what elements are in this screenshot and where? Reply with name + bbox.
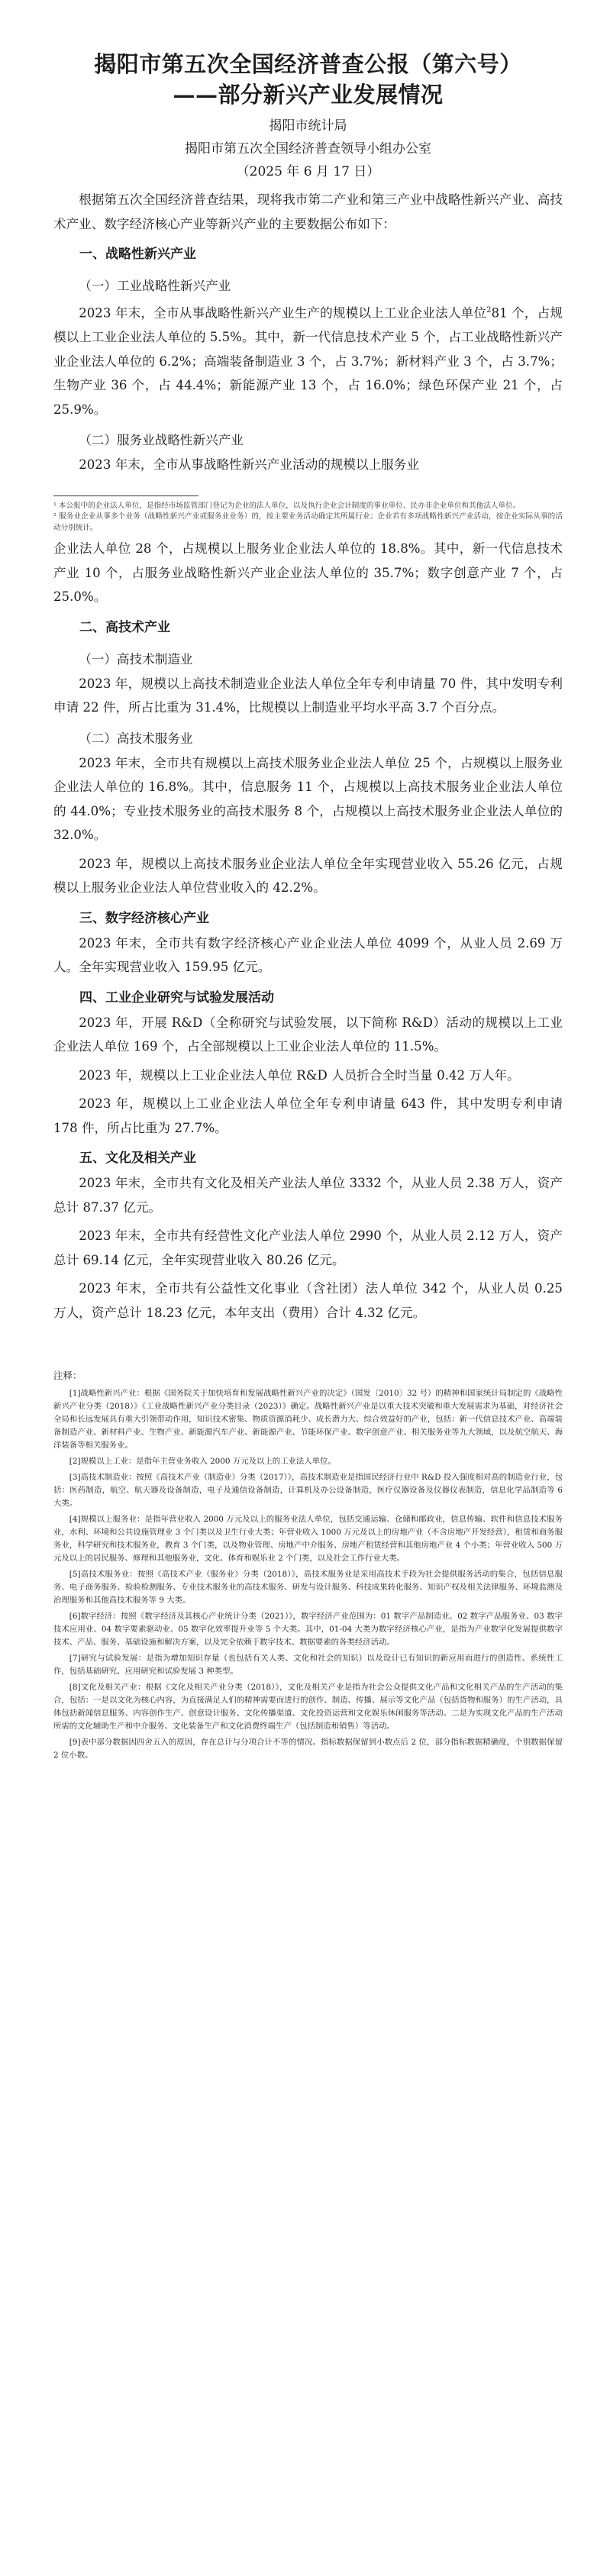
paragraph-service-strategic-part2: 企业法人单位 28 个，占规模以上服务业企业法人单位的 18.8%。其中，新一代信息技术产业 10 个，占服务业战略性新兴产业企业法人单位的 35.7%；数字创意产业 7 个，占 25.0%。	[53, 541, 563, 605]
note-item: [7]研究与试验发展：是指为增加知识存量（也包括有关人类、文化和社会的知识）以及设计已有知识的新应用而进行的创造性、系统性工作，包括基础研究、应用研究和试验发展 3 种类型。	[53, 1654, 563, 1677]
footnote-1: ¹ 本公报中的企业法人单位，是指经市场监管部门登记为企业的法人单位，以及执行企业会计制度的事业单位、民办非企业单位和其他法人单位。	[53, 501, 521, 510]
notes-heading: 注释：	[53, 1370, 82, 1382]
intro-paragraph: 根据第五次全国经济普查结果，现将我市第二产业和第三产业中战略性新兴产业、高技术产业、数字经济核心产业等新兴产业的主要数据公布如下：	[53, 192, 563, 231]
paragraph-digital-economy: 2023 年末，全市共有数字经济核心产业企业法人单位 4099 个，从业人员 2.69 万人。全年实现营业收入 159.95 亿元。	[53, 935, 563, 975]
paragraph-culture-commercial: 2023 年末，全市共有经营性文化产业法人单位 2990 个，从业人员 2.12 万人，资产总计 69.14 亿元，全年实现营业收入 80.26 亿元。	[53, 1228, 563, 1267]
paragraph-industrial-strategic: 2023 年末，全市从事战略性新兴产业生产的规模以上工业企业法人单位$^2$81 个，占规模以上工业企业法人单位的 5.5%。其中，新一代信息技术产业 5 个，占工业战略性新兴产业企业法人单位的 6.2%；高端装备制造业 3 个，占 3.7%；新材料产业 3 个，占 3.7%；生物产业 36 个，占 44.4%；新能源产业 13 个，占 16.0%；绿色环保产业 21 个，占 25.9%。	[53, 305, 563, 417]
paragraph-hightech-services-units: 2023 年末，全市共有规模以上高技术服务业企业法人单位 25 个，占规模以上服务业企业法人单位的 16.8%。其中，信息服务 11 个，占规模以上高技术服务业企业法人单位的 44.0%；专业技术服务业的高技术服务 8 个，占规模以上高技术服务业企业法人单位的 32.0%。	[53, 755, 563, 843]
note-item: [8]文化及相关产业：根据《文化及相关产业分类（2018）》，文化及相关产业是指为社会公众提供文化产品和文化相关产品的生产活动的集合，包括：一是以文化为核心内容，为直接满足人们的精神需要而进行的创作、制造、传播、展示等文化产品（包括货物和服务）的生产活动，具体包括新闻信息服务、内容创作生产、创意设计服务、文化传播渠道、文化投资运营和文化娱乐休闲服务等活动。二是为实现文化产品的生产活动所需的文化辅助生产和中介服务、文化装备生产和文化消费终端生产（包括制造和销售）等活动。	[53, 1683, 563, 1732]
issuer-statistics-bureau: 揭阳市统计局	[269, 118, 347, 134]
note-item: [5]高技术服务业：按照《高技术产业（服务业）分类（2018）》，高技术服务业是采用高技术手段为社会提供服务活动的集合，包括信息服务、电子商务服务、检验检测服务、专业技术服务业的高技术服务、研发与设计服务、科技成果转化服务、知识产权及相关法律服务、环境监测及治理服务和其他高技术服务等 9 大类。	[53, 1570, 563, 1606]
subheading-industrial-strategic: （一）工业战略性新兴产业	[79, 279, 231, 293]
subheading-service-strategic: （二）服务业战略性新兴产业	[79, 433, 244, 448]
section-heading-strategic: 一、战略性新兴产业	[79, 247, 196, 262]
bulletin-title: 揭阳市第五次全国经济普查公报（第六号）	[94, 51, 522, 77]
paragraph-hightech-manufacturing: 2023 年，规模以上高技术制造业企业法人单位全年专利申请量 70 件，其中发明专利申请 22 件，所占比重为 31.4%，比规模以上制造业平均水平高 3.7 个百分点。	[53, 676, 563, 715]
section-heading-digital-economy: 三、数字经济核心产业	[79, 910, 209, 926]
paragraph-rd-units: 2023 年，开展 R&D（全称研究与试验发展，以下简称 R&D）活动的规模以上工业企业法人单位 169 个，占全部规模以上工业企业法人单位的 11.5%。	[53, 1015, 563, 1054]
publish-date: （2025 年 6 月 17 日）	[236, 164, 380, 179]
note-item: [3]高技术制造业：按照《高技术产业（制造业）分类（2017）》，高技术制造业是指国民经济行业中 R&D 投入强度相对高的制造业行业，包括：医药制造，航空、航天器及设备制造，电子及通信设备制造，计算机及办公设备制造，医疗仪器设备及仪器仪表制造，信息化学品制造等 6 大类。	[53, 1473, 563, 1509]
paragraph-culture-total: 2023 年末，全市共有文化及相关产业法人单位 3332 个，从业人员 2.38 万人，资产总计 87.37 亿元。	[53, 1176, 563, 1215]
bulletin-subtitle: ——部分新兴产业发展情况	[173, 82, 444, 108]
note-item: [9]表中部分数据因四舍五入的原因，存在总计与分项合计不等的情况。指标数据保留到小数点后 2 位，部分指标数据精确度，个别数据保留 2 位小数。	[53, 1738, 563, 1761]
section-heading-rd: 四、工业企业研究与试验发展活动	[79, 989, 274, 1006]
subheading-hightech-manufacturing: （一）高技术制造业	[79, 651, 193, 667]
issuer-census-office: 揭阳市第五次全国经济普查领导小组办公室	[185, 141, 431, 157]
section-heading-hightech: 二、高技术产业	[79, 619, 170, 635]
footnote-2: ² 服务业企业从事多个业务（战略性新兴产业或服务业业务）的，按主要业务活动确定其所属行业；企业若有多项战略性新兴产业活动，按企业实际从事的活动分别统计。	[53, 512, 563, 532]
subheading-hightech-services: （二）高技术服务业	[79, 731, 193, 746]
paragraph-rd-personnel: 2023 年，规模以上工业企业法人单位 R&D 人员折合全时当量 0.42 万人年。	[79, 1067, 520, 1083]
note-item: [1]战略性新兴产业：根据《国务院关于加快培育和发展战略性新兴产业的决定》（国发〔2010〕32 号）的精神和国家统计局制定的《战略性新兴产业分类（2018）》《工业战略性新兴产业分类目录（2023）》确定。战略性新兴产业是以重大技术突破和重大发展需求为基础，对经济社会全局和长远发展具有重大引领带动作用，知识技术密集、物质资源消耗少、成长潜力大、综合效益好的产业，包括：新一代信息技术产业、高端装备制造产业、新材料产业、生物产业、新能源汽车产业、新能源产业、节能环保产业、数字创意产业、相关服务业等九大领域，以及航空航天、海洋装备等相关服务业。	[53, 1389, 563, 1451]
section-heading-culture: 五、文化及相关产业	[79, 1151, 196, 1167]
paragraph-culture-public: 2023 年末，全市共有公益性文化事业（含社团）法人单位 342 个，从业人员 0.25 万人，资产总计 18.23 亿元，本年支出（费用）合计 4.32 亿元。	[53, 1281, 563, 1320]
note-item: [4]规模以上服务业：是指年营业收入 2000 万元及以上的服务业法人单位，包括交通运输、仓储和邮政业，信息传输、软件和信息技术服务业，水利、环境和公共设施管理业 3 个门类以及卫生行业大类；年营业收入 1000 万元及以上的房地产业（不含房地产开发经营），租赁和商务服务业，科学研究和技术服务业，教育 3 个门类，以及物业管理、房地产中介服务、房地产租赁经营和其他房地产业 4 个小类；年营业收入 500 万元及以上的居民服务、修理和其他服务业，文化、体育和娱乐业 2 个门类，以及社会工作行业大类。	[53, 1515, 563, 1564]
footnote-marker: 2	[486, 306, 492, 315]
paragraph-service-strategic-part1: 2023 年末，全市从事战略性新兴产业活动的规模以上服务业	[79, 457, 419, 473]
note-item: [6]数字经济：按照《数字经济及其核心产业统计分类（2021）》，数字经济产业范围为：01 数字产品制造业、02 数字产品服务业、03 数字技术应用业、04 数字要素驱动业、05 数字化效率提升业等 5 个大类。其中，01-04 大类为数字经济核心产业，是指为产业数字化发展提供数字技术、产品、服务、基础设施和解决方案，以及完全依赖于数字技术、数据要素的各类经济活动。	[53, 1612, 563, 1648]
note-item: [2]规模以上工业：是指年主营业务收入 2000 万元及以上的工业法人单位。	[69, 1457, 336, 1467]
paragraph-hightech-services-revenue: 2023 年，规模以上高技术服务业企业法人单位全年实现营业收入 55.26 亿元，占规模以上服务业企业法人单位营业收入的 42.2%。	[53, 856, 563, 896]
paragraph-rd-patents: 2023 年，规模以上工业企业法人单位全年专利申请量 643 件，其中发明专利申请 178 件，所占比重为 27.7%。	[53, 1096, 563, 1135]
